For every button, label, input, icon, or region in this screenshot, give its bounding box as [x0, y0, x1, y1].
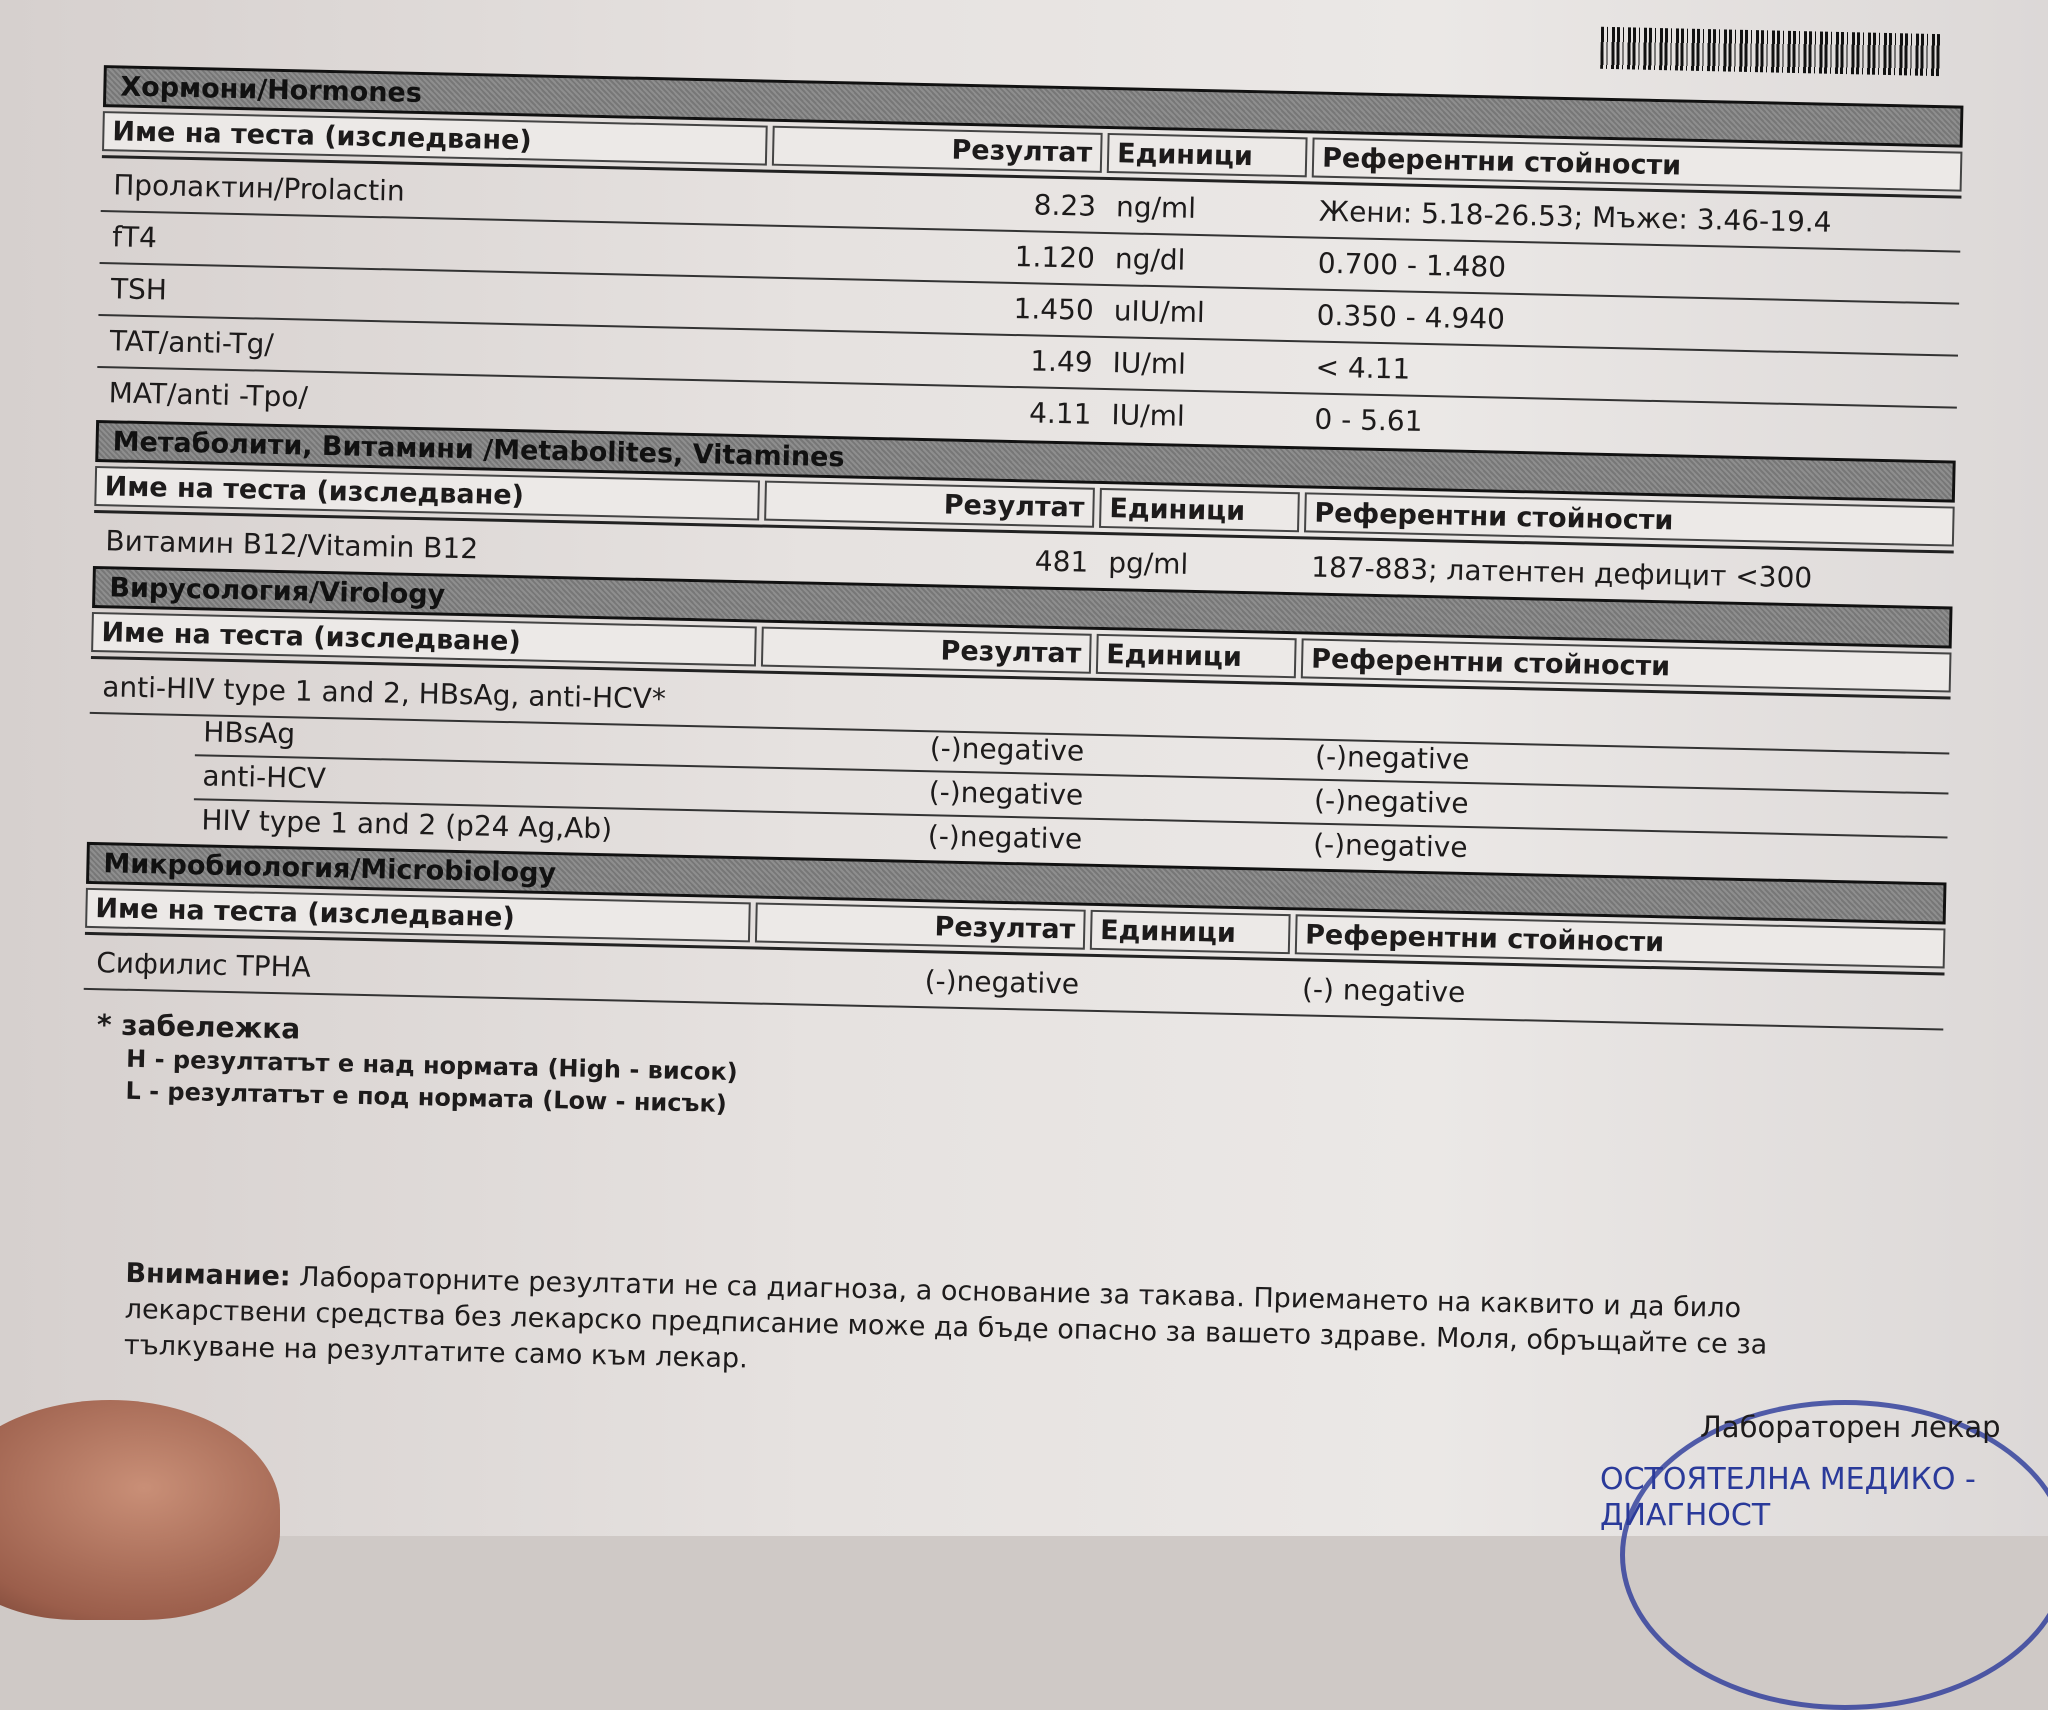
test-name: MAT/anti -Tpo/: [108, 376, 309, 414]
reference: 0 - 5.61: [1314, 402, 1423, 438]
reference: (-)negative: [1314, 739, 1470, 777]
reference: 0.350 - 4.940: [1316, 298, 1506, 336]
test-name: HBsAg: [203, 715, 296, 751]
reference: 187-883; латентен дефицит <300: [1310, 550, 1813, 595]
test-name: Сифилис TPHA: [95, 946, 312, 984]
test-name: TAT/anti-Tg/: [109, 324, 275, 361]
result: 1.49: [1029, 344, 1094, 379]
note-low: L - резултатът е под нормата (Low - нисък): [125, 1076, 728, 1118]
col-reference: Референтни стойности: [1301, 638, 1952, 692]
section-header-hormones: Хормони/Hormones: [103, 65, 1963, 148]
units: pg/ml: [1107, 546, 1189, 581]
col-name: Име на теста (изследване): [91, 612, 757, 666]
test-name: HIV type 1 and 2 (p24 Ag,Ab): [201, 803, 613, 846]
col-name: Име на теста (изследване): [102, 111, 768, 165]
result: (-)negative: [929, 731, 1085, 768]
units: ng/ml: [1115, 190, 1197, 225]
col-result: Резултат: [764, 481, 1095, 528]
notes-title: * забележка: [96, 1008, 301, 1046]
result: (-)negative: [924, 964, 1080, 1001]
warning-label: Внимание:: [125, 1257, 291, 1293]
warning-text: [124, 1256, 1926, 1403]
reference: (-) negative: [1301, 972, 1466, 1010]
result: (-)negative: [928, 775, 1084, 812]
result: (-)negative: [927, 819, 1083, 856]
test-name: Витамин B12/Vitamin B12: [105, 524, 479, 566]
col-result: Резултат: [772, 126, 1103, 173]
note-high: H - резултатът е над нормата (High - висок): [125, 1044, 738, 1087]
col-units: Единици: [1099, 488, 1300, 532]
section-header-metabolites: Метаболити, Витамини /Metabolites, Vitamines: [95, 420, 1955, 503]
col-result: Резултат: [761, 627, 1092, 674]
units: ng/dl: [1114, 242, 1186, 277]
test-group-name: anti-HIV type 1 and 2, HBsAg, anti-HCV*: [101, 670, 667, 716]
section-header-microbiology: Микробиология/Microbiology: [86, 842, 1946, 925]
barcode: [1600, 27, 1941, 76]
test-name: anti-HCV: [202, 759, 327, 796]
result: 8.23: [1033, 188, 1097, 223]
stamp: [1620, 1400, 2048, 1710]
units: IU/ml: [1111, 398, 1186, 433]
col-reference: Референтни стойности: [1295, 914, 1946, 968]
result: 1.120: [1014, 240, 1096, 275]
col-name: Име на теста (изследване): [85, 888, 751, 942]
reference: Жени: 5.18-26.53; Мъже: 3.46-19.4: [1318, 194, 1832, 239]
stamp-text: ОСТОЯТЕЛНА МЕДИКО - ДИАГНОСТ: [1600, 1462, 1976, 1533]
result: 1.450: [1013, 291, 1095, 327]
units: uIU/ml: [1113, 294, 1206, 330]
col-reference: Референтни стойности: [1304, 492, 1955, 546]
units: IU/ml: [1112, 346, 1187, 381]
col-units: Единици: [1096, 634, 1297, 678]
col-units: Единици: [1107, 133, 1308, 177]
col-name: Име на теста (изследване): [94, 466, 760, 520]
signature-label: Лабораторен лекар: [1700, 1410, 2001, 1444]
col-reference: Референтни стойности: [1312, 137, 1963, 191]
reference: < 4.11: [1315, 350, 1411, 386]
test-name: fT4: [111, 220, 158, 255]
reference: 0.700 - 1.480: [1317, 246, 1507, 284]
col-units: Единици: [1090, 910, 1291, 954]
test-name: TSH: [110, 272, 168, 307]
result: 4.11: [1028, 396, 1092, 431]
test-name: Пролактин/Prolactin: [112, 168, 406, 208]
section-header-virology: Вирусология/Virology: [92, 566, 1952, 649]
warning-body: Лабораторните резултати не са диагноза, а основание за такава. Приемането на каквито и да било лекарствени средства без лекарско предписание може да бъде опасно за вашето здраве. Моля, обръщайте се за тълкуване на резултатите само към лекар.: [123, 1261, 1768, 1375]
col-result: Резултат: [755, 903, 1086, 950]
result: 481: [1034, 544, 1089, 579]
reference: (-)negative: [1313, 783, 1469, 821]
reference: (-)negative: [1312, 827, 1468, 865]
